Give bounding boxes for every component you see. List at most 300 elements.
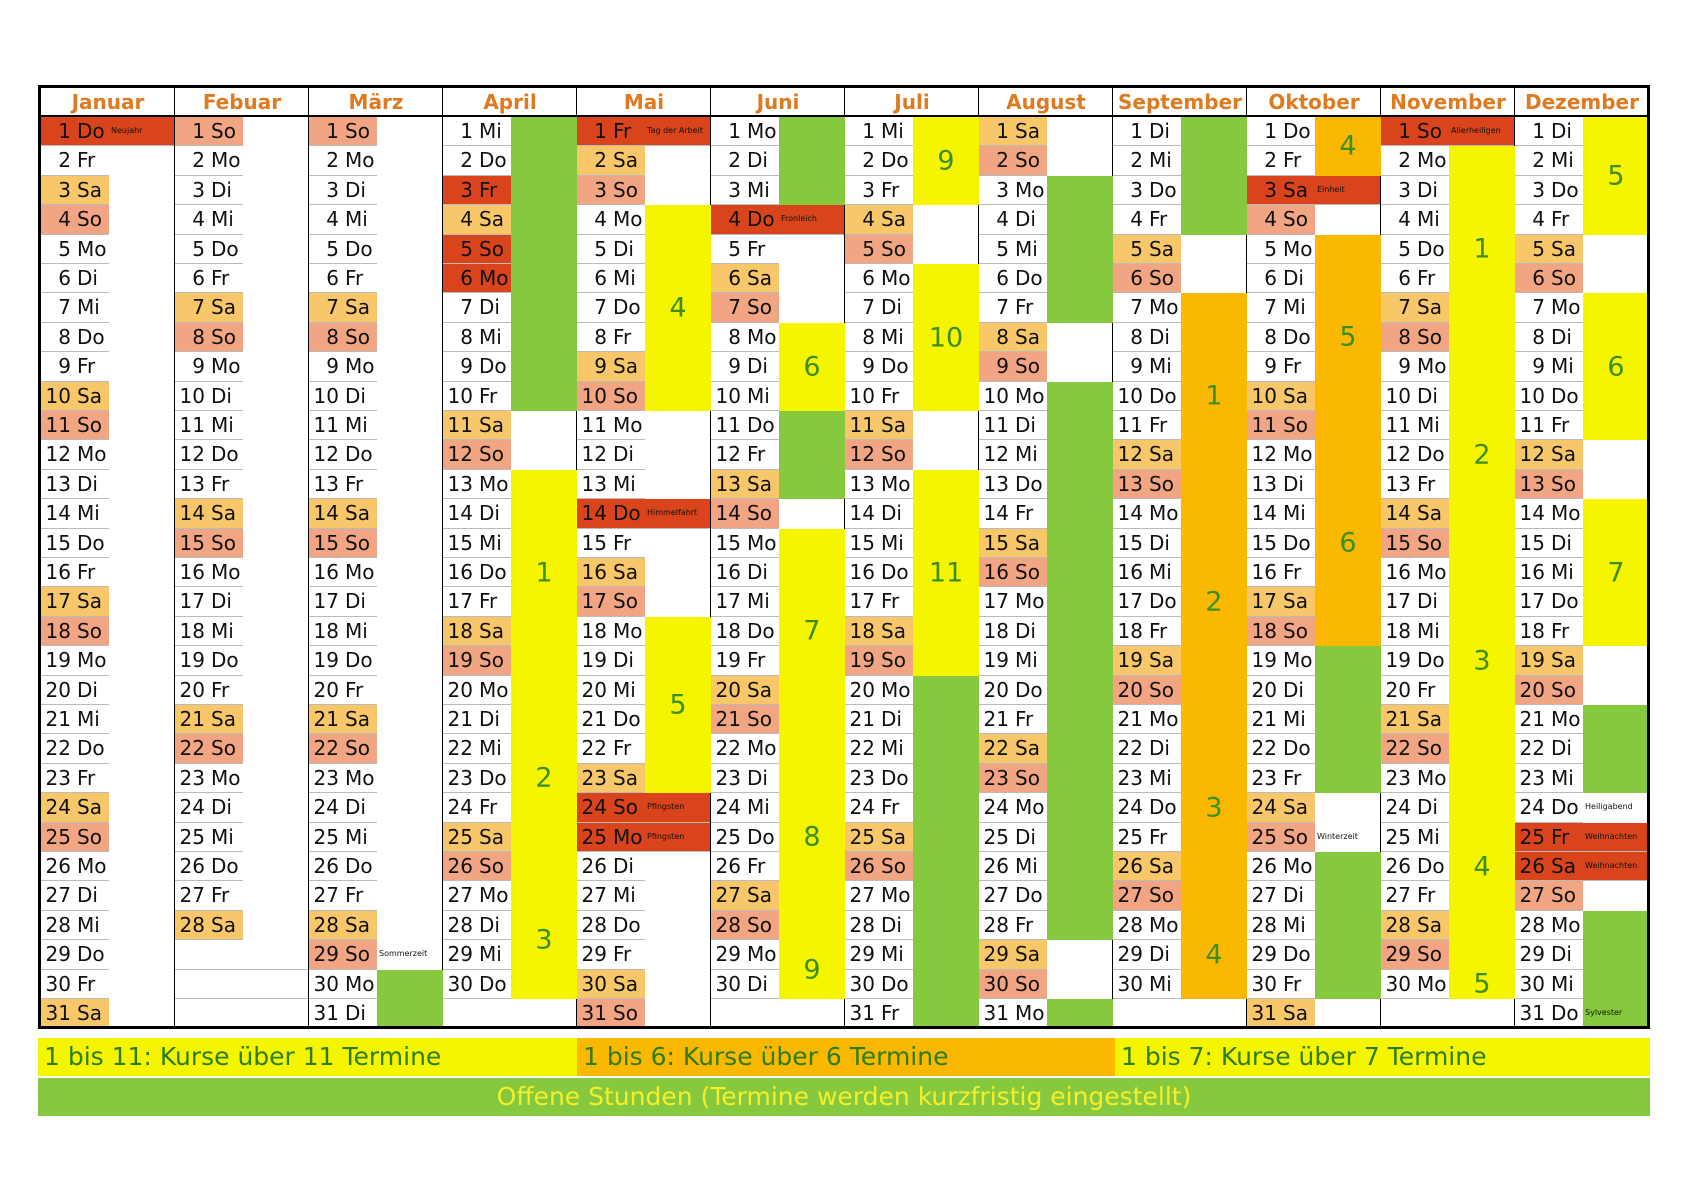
day-number: 8 xyxy=(728,324,741,349)
weekday-label: So xyxy=(1417,324,1442,349)
day-number: 11 xyxy=(1117,413,1143,437)
weekday-label: Mo xyxy=(479,266,509,290)
weekday-label: Fr xyxy=(613,736,632,761)
day-number: 6 xyxy=(1130,266,1143,290)
day-cell xyxy=(1381,881,1449,910)
course-number: 1 xyxy=(1205,380,1223,412)
weekday-label: Do xyxy=(1417,442,1445,467)
day-cell xyxy=(1247,440,1315,469)
day-cell xyxy=(577,470,645,499)
weekday-label: Mo xyxy=(1149,707,1179,731)
day-cell xyxy=(577,176,645,205)
day-cell xyxy=(309,323,377,352)
weekday-label: Mo xyxy=(1149,912,1179,937)
day-cell xyxy=(41,999,109,1028)
day-cell xyxy=(577,646,645,675)
day-number: 7 xyxy=(728,295,741,320)
weekday-label: Fr xyxy=(211,677,230,702)
day-number: 15 xyxy=(983,530,1009,555)
course-number: 6 xyxy=(803,351,821,383)
weekday-label: Fr xyxy=(1551,618,1570,643)
day-cell xyxy=(1113,382,1181,411)
weekday-label: Sa xyxy=(1015,530,1040,555)
day-cell xyxy=(41,617,109,646)
weekday-label: Sa xyxy=(613,354,638,379)
day-cell xyxy=(175,323,243,352)
day-cell xyxy=(1515,117,1583,146)
holiday-label: Himmelfahrt xyxy=(647,508,698,518)
day-number: 29 xyxy=(1385,942,1411,967)
day-number: 21 xyxy=(849,707,875,731)
day-number: 11 xyxy=(581,413,607,437)
weekday-label: Di xyxy=(211,589,232,614)
day-number: 20 xyxy=(849,677,875,702)
weekday-label: Mi xyxy=(1551,560,1574,584)
day-number: 5 xyxy=(594,236,607,261)
weekday-label: Sa xyxy=(613,560,638,584)
day-cell xyxy=(845,558,913,587)
day-number: 25 xyxy=(849,824,875,849)
weekday-label: Fr xyxy=(1283,148,1302,173)
weekday-label: Sa xyxy=(479,824,504,849)
day-cell xyxy=(1113,264,1181,293)
day-number: 7 xyxy=(460,295,473,320)
day-number: 8 xyxy=(996,324,1009,349)
day-cell xyxy=(175,764,243,793)
weekday-label: So xyxy=(345,530,370,555)
day-cell xyxy=(1247,705,1315,734)
day-cell xyxy=(979,764,1047,793)
course-block xyxy=(511,676,577,882)
day-number: 19 xyxy=(983,648,1009,673)
day-number: 28 xyxy=(447,912,473,937)
weekday-label: Do xyxy=(1015,266,1043,290)
day-cell xyxy=(1247,235,1315,264)
day-cell xyxy=(175,411,243,440)
day-number: 5 xyxy=(1398,236,1411,261)
day-cell xyxy=(1515,323,1583,352)
day-number: 1 xyxy=(326,119,339,143)
day-number: 5 xyxy=(862,236,875,261)
day-number: 10 xyxy=(1117,383,1143,408)
day-cell xyxy=(1515,793,1583,822)
day-number: 16 xyxy=(983,560,1009,584)
day-cell xyxy=(1381,793,1449,822)
weekday-label: Di xyxy=(1551,324,1572,349)
weekday-label: Mo xyxy=(345,560,375,584)
weekday-label: Mo xyxy=(747,530,777,555)
weekday-label: Do xyxy=(479,971,507,996)
day-number: 20 xyxy=(983,677,1009,702)
weekday-label: Sa xyxy=(1283,795,1308,820)
day-cell xyxy=(711,764,779,793)
day-number: 22 xyxy=(45,736,71,761)
weekday-label: Di xyxy=(345,589,366,614)
weekday-label: Di xyxy=(1551,942,1572,967)
day-cell xyxy=(845,235,913,264)
weekday-label: Fr xyxy=(881,1001,900,1025)
weekday-label: So xyxy=(77,824,102,849)
day-cell xyxy=(1381,852,1449,881)
day-cell xyxy=(1247,264,1315,293)
weekday-label: Di xyxy=(747,971,768,996)
legend-course6: 1 bis 6: Kurse über 6 Termine xyxy=(577,1038,1115,1076)
day-number: 14 xyxy=(313,501,339,526)
day-number: 28 xyxy=(45,912,71,937)
day-number: 29 xyxy=(1117,942,1143,967)
day-number: 2 xyxy=(594,148,607,173)
weekday-label: Mi xyxy=(1149,560,1172,584)
weekday-label: Mi xyxy=(613,266,636,290)
weekday-label: Mi xyxy=(747,177,770,202)
day-number: 21 xyxy=(179,707,205,731)
weekday-label: Mi xyxy=(211,824,234,849)
day-number: 21 xyxy=(447,707,473,731)
weekday-label: Sa xyxy=(479,413,504,437)
day-number: 21 xyxy=(45,707,71,731)
day-number: 12 xyxy=(1385,442,1411,467)
day-cell xyxy=(845,646,913,675)
day-cell xyxy=(443,323,511,352)
day-cell xyxy=(979,734,1047,763)
day-cell xyxy=(845,205,913,234)
weekday-label: Di xyxy=(1283,471,1304,496)
day-cell xyxy=(1515,705,1583,734)
day-number: 12 xyxy=(581,442,607,467)
course-number: 5 xyxy=(1339,321,1357,353)
day-cell xyxy=(41,323,109,352)
day-cell xyxy=(845,587,913,616)
day-cell xyxy=(1247,852,1315,881)
month-header: Juni xyxy=(711,88,845,117)
day-number: 24 xyxy=(45,795,71,820)
weekday-label: Do xyxy=(747,207,775,232)
day-number: 28 xyxy=(313,912,339,937)
course-block xyxy=(1181,293,1247,499)
day-cell xyxy=(1515,587,1583,616)
day-cell xyxy=(175,146,243,175)
day-cell xyxy=(577,705,645,734)
day-number: 13 xyxy=(849,471,875,496)
course-block xyxy=(779,940,845,999)
day-number: 3 xyxy=(996,177,1009,202)
day-cell xyxy=(845,911,913,940)
course-block xyxy=(1583,499,1649,646)
weekday-label: So xyxy=(1015,765,1040,790)
weekday-label: Mo xyxy=(1015,589,1045,614)
day-cell xyxy=(1247,352,1315,381)
day-number: 9 xyxy=(460,354,473,379)
day-cell xyxy=(309,264,377,293)
course-number: 3 xyxy=(1473,645,1491,677)
day-cell xyxy=(577,793,711,822)
day-cell xyxy=(845,676,913,705)
day-number: 2 xyxy=(1532,148,1545,173)
weekday-label: Do xyxy=(479,354,507,379)
day-cell xyxy=(1381,176,1449,205)
day-number: 26 xyxy=(313,854,339,878)
course-number: 2 xyxy=(1205,586,1223,618)
day-cell xyxy=(979,881,1047,910)
day-cell xyxy=(1515,823,1649,852)
weekday-label: Fr xyxy=(881,795,900,820)
day-cell xyxy=(443,470,511,499)
weekday-label: Di xyxy=(1149,324,1170,349)
day-number: 31 xyxy=(313,1001,339,1025)
day-cell xyxy=(979,705,1047,734)
day-number: 8 xyxy=(192,324,205,349)
day-cell xyxy=(175,734,243,763)
weekday-label: Di xyxy=(345,177,366,202)
weekday-label: Fr xyxy=(77,148,96,173)
day-cell xyxy=(1113,823,1181,852)
day-number: 25 xyxy=(179,824,205,849)
empty-cell xyxy=(175,999,309,1028)
day-number: 29 xyxy=(849,942,875,967)
day-cell xyxy=(979,793,1047,822)
day-number: 22 xyxy=(849,736,875,761)
course-block xyxy=(779,529,845,735)
weekday-label: So xyxy=(747,295,772,320)
open-hours-block xyxy=(1047,176,1113,323)
day-cell xyxy=(41,911,109,940)
day-number: 24 xyxy=(849,795,875,820)
day-cell xyxy=(443,411,511,440)
day-number: 15 xyxy=(581,530,607,555)
day-number: 27 xyxy=(179,883,205,908)
weekday-label: Do xyxy=(479,148,507,173)
day-number: 27 xyxy=(581,883,607,908)
day-number: 22 xyxy=(1519,736,1545,761)
day-number: 16 xyxy=(45,560,71,584)
day-number: 11 xyxy=(313,413,339,437)
weekday-label: Di xyxy=(613,236,634,261)
weekday-label: Fr xyxy=(479,383,498,408)
course-block xyxy=(1449,558,1515,764)
day-cell xyxy=(1381,293,1449,322)
month-header: Januar xyxy=(41,88,175,117)
day-cell xyxy=(443,499,511,528)
open-hours-block xyxy=(779,117,845,205)
day-cell xyxy=(309,734,377,763)
day-number: 15 xyxy=(1385,530,1411,555)
weekday-label: Mi xyxy=(345,824,368,849)
weekday-label: Fr xyxy=(747,236,766,261)
day-cell xyxy=(711,470,779,499)
day-cell xyxy=(979,293,1047,322)
weekday-label: Mo xyxy=(1417,765,1447,790)
day-cell xyxy=(711,705,779,734)
course-block xyxy=(1583,117,1649,235)
day-number: 11 xyxy=(1385,413,1411,437)
day-cell xyxy=(443,940,511,969)
day-number: 7 xyxy=(1398,295,1411,320)
weekday-label: Do xyxy=(1015,471,1043,496)
course-number: 6 xyxy=(1607,351,1625,383)
day-cell xyxy=(979,470,1047,499)
day-cell xyxy=(309,470,377,499)
day-number: 7 xyxy=(862,295,875,320)
day-number: 29 xyxy=(45,942,71,967)
day-cell xyxy=(443,764,511,793)
weekday-label: Mo xyxy=(345,765,375,790)
day-cell xyxy=(845,823,913,852)
day-number: 13 xyxy=(179,471,205,496)
day-cell xyxy=(1113,881,1181,910)
day-cell xyxy=(41,176,109,205)
day-number: 8 xyxy=(326,324,339,349)
weekday-label: Fr xyxy=(747,442,766,467)
weekday-label: So xyxy=(211,324,236,349)
day-cell xyxy=(41,676,109,705)
weekday-label: Do xyxy=(479,765,507,790)
day-number: 10 xyxy=(849,383,875,408)
weekday-label: Mo xyxy=(747,324,777,349)
day-cell xyxy=(845,617,913,646)
day-cell xyxy=(845,293,913,322)
day-cell xyxy=(1381,117,1515,146)
day-cell xyxy=(979,205,1047,234)
weekday-label: Mo xyxy=(1417,354,1447,379)
weekday-label: Fr xyxy=(1149,824,1168,849)
weekday-label: Sa xyxy=(1015,736,1040,761)
weekday-label: Fr xyxy=(479,795,498,820)
day-cell xyxy=(577,235,645,264)
weekday-label: Mo xyxy=(1551,295,1581,320)
weekday-label: Fr xyxy=(1015,912,1034,937)
day-cell xyxy=(41,558,109,587)
day-number: 26 xyxy=(447,854,473,878)
day-number: 14 xyxy=(715,501,741,526)
weekday-label: So xyxy=(1149,883,1174,908)
weekday-label: Sa xyxy=(613,765,638,790)
day-number: 7 xyxy=(1264,295,1277,320)
day-number: 9 xyxy=(1532,354,1545,379)
weekday-label: Fr xyxy=(345,266,364,290)
day-number: 18 xyxy=(447,618,473,643)
day-cell xyxy=(1113,911,1181,940)
day-cell xyxy=(577,881,645,910)
day-number: 10 xyxy=(1385,383,1411,408)
day-cell xyxy=(1515,999,1583,1028)
day-number: 14 xyxy=(45,501,71,526)
day-cell xyxy=(577,117,711,146)
day-cell xyxy=(979,940,1047,969)
day-cell xyxy=(711,176,779,205)
day-cell xyxy=(577,440,645,469)
legend-course7: 1 bis 7: Kurse über 7 Termine xyxy=(1115,1038,1650,1076)
weekday-label: Do xyxy=(747,618,775,643)
day-cell xyxy=(711,264,779,293)
day-number: 22 xyxy=(983,736,1009,761)
day-cell xyxy=(41,940,109,969)
weekday-label: Sa xyxy=(613,971,638,996)
day-cell xyxy=(711,823,779,852)
day-cell xyxy=(443,646,511,675)
day-cell xyxy=(1113,352,1181,381)
weekday-label: Fr xyxy=(345,677,364,702)
weekday-label: Sa xyxy=(345,295,370,320)
day-number: 28 xyxy=(1117,912,1143,937)
weekday-label: Fr xyxy=(479,177,498,202)
weekday-label: Mi xyxy=(345,618,368,643)
course-block xyxy=(1181,911,1247,999)
day-cell xyxy=(41,764,109,793)
day-number: 26 xyxy=(1251,854,1277,878)
day-number: 5 xyxy=(996,236,1009,261)
weekday-label: Mi xyxy=(613,471,636,496)
day-number: 28 xyxy=(983,912,1009,937)
day-number: 17 xyxy=(1251,589,1277,614)
day-cell xyxy=(1381,823,1449,852)
weekday-label: Mi xyxy=(747,383,770,408)
day-number: 15 xyxy=(179,530,205,555)
day-cell xyxy=(309,852,377,881)
day-cell xyxy=(711,235,779,264)
day-number: 16 xyxy=(715,560,741,584)
day-number: 4 xyxy=(58,207,71,232)
day-cell xyxy=(711,617,779,646)
day-number: 23 xyxy=(715,765,741,790)
weekday-label: Di xyxy=(747,560,768,584)
weekday-label: Mi xyxy=(881,119,904,143)
course-number: 5 xyxy=(1607,160,1625,192)
day-cell xyxy=(711,293,779,322)
weekday-label: Do xyxy=(881,354,909,379)
weekday-label: Di xyxy=(77,677,98,702)
month-header: Oktober xyxy=(1247,88,1381,117)
weekday-label: Mi xyxy=(479,530,502,555)
day-number: 26 xyxy=(849,854,875,878)
holiday-label: Pfingsten xyxy=(647,831,685,841)
day-cell xyxy=(1381,411,1449,440)
day-cell xyxy=(845,881,913,910)
course-block xyxy=(1449,970,1515,999)
weekday-label: Do xyxy=(613,912,641,937)
day-cell xyxy=(309,646,377,675)
weekday-label: Mi xyxy=(1417,618,1440,643)
day-number: 1 xyxy=(1532,119,1545,143)
course-number: 1 xyxy=(535,557,553,589)
weekday-label: Mo xyxy=(1015,795,1045,820)
weekday-label: Sa xyxy=(1551,854,1576,878)
day-cell xyxy=(711,440,779,469)
course-number: 3 xyxy=(1205,792,1223,824)
course-number: 9 xyxy=(937,145,955,177)
day-number: 19 xyxy=(1251,648,1277,673)
day-number: 13 xyxy=(1117,471,1143,496)
weekday-label: Mo xyxy=(613,824,643,849)
weekday-label: Do xyxy=(1015,883,1043,908)
weekday-label: Di xyxy=(479,912,500,937)
day-number: 5 xyxy=(192,236,205,261)
day-cell xyxy=(41,529,109,558)
day-cell xyxy=(1515,911,1583,940)
day-number: 5 xyxy=(326,236,339,261)
weekday-label: Di xyxy=(1149,119,1170,143)
day-cell xyxy=(1247,117,1315,146)
weekday-label: Mo xyxy=(1551,912,1581,937)
weekday-label: Sa xyxy=(211,501,236,526)
day-number: 1 xyxy=(728,119,741,143)
course-number: 4 xyxy=(1339,130,1357,162)
day-cell xyxy=(1247,587,1315,616)
day-number: 14 xyxy=(983,501,1009,526)
weekday-label: So xyxy=(1417,942,1442,967)
day-number: 22 xyxy=(1385,736,1411,761)
day-number: 3 xyxy=(1264,177,1277,202)
course-number: 7 xyxy=(1607,557,1625,589)
